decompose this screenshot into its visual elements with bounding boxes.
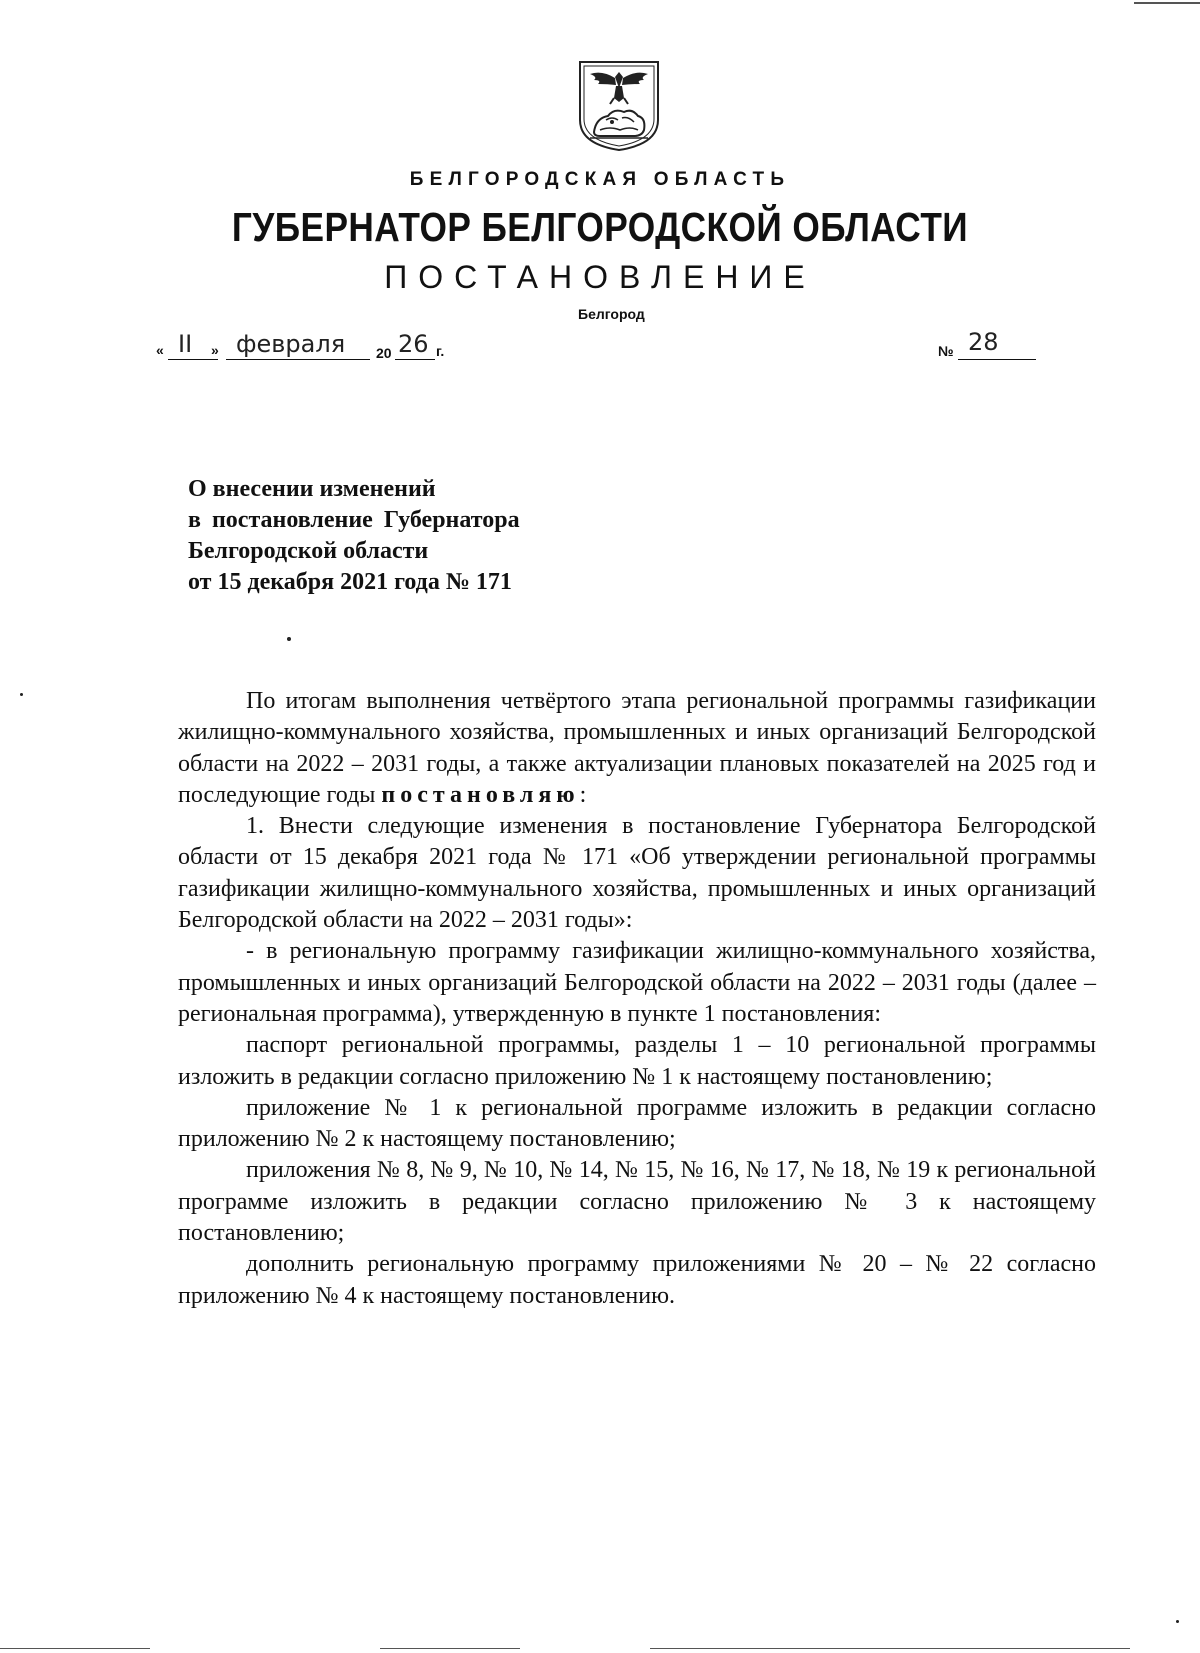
intro-colon: : xyxy=(579,781,587,808)
scan-speck xyxy=(287,637,291,641)
scan-edge xyxy=(1134,2,1200,4)
document-type: ПОСТАНОВЛЕНИЕ xyxy=(384,259,816,295)
scan-speck xyxy=(1176,1620,1179,1623)
close-quote: » xyxy=(211,342,219,358)
intro-text: По итогам выполнения четвёртого этапа региональной программы газификации жилищно-коммунального хозяйства, промышленных и иных организаций Белгородской области на 2022 – 2031 годы, а также актуализации плановых показателей на 2025 год и последующие годы xyxy=(178,688,1096,808)
document-subject xyxy=(188,474,576,598)
coat-of-arms-emblem xyxy=(576,58,662,152)
paragraph-5: приложения № 8, № 9, № 10, № 14, № 15, № 16, № 17, № 18, № 19 к региональной программе изложить в редакции согласно приложению № 3 к настоящему постановлению; xyxy=(178,1157,1096,1247)
paragraph-4: приложение № 1 к региональной программе изложить в редакции согласно приложению № 2 к настоящему постановлению; xyxy=(178,1094,1096,1153)
paragraph-1: 1. Внести следующие изменения в постановление Губернатора Белгородской области от 15 декабря 2021 года № 171 «Об утверждении региональной программы газификации жилищно-коммунального хозяйства, промышленных и иных организаций Белгородской области на 2022 – 2031 годы»: xyxy=(178,813,1096,934)
open-quote: « xyxy=(156,342,164,358)
subject-line-2: в постановление Губернатора xyxy=(188,507,520,533)
handwritten-day: II xyxy=(178,330,193,358)
subject-word: области xyxy=(343,538,429,564)
subject-word: внесении xyxy=(212,476,314,502)
year-underline xyxy=(395,359,435,360)
region-label: БЕЛГОРОДСКАЯ ОБЛАСТЬ xyxy=(409,169,791,190)
scan-edge xyxy=(650,1648,1130,1649)
year-prefix: 20 xyxy=(376,345,392,361)
subject-word: Белгородской xyxy=(188,538,338,564)
paragraph-3: паспорт региональной программы, разделы 1 – 10 региональной программы изложить в редакции согласно приложению № 1 к настоящему постановлению; xyxy=(178,1032,1096,1090)
subject-line-3 xyxy=(188,536,576,567)
subject-line-4: от 15 декабря 2021 года № 171 xyxy=(188,569,512,595)
number-label: № xyxy=(938,343,954,359)
paragraph-2: - в региональную программу газификации жилищно-коммунального хозяйства, промышленных и иных организаций Белгородской области на 2022 – 2031 годы (далее – региональная программа), утвержденную в пункте 1 постановления: xyxy=(178,938,1096,1027)
document-body xyxy=(178,686,1096,1312)
handwritten-number: 28 xyxy=(968,328,999,356)
handwritten-year: 26 xyxy=(398,330,429,358)
intro-paragraph xyxy=(178,686,1096,811)
issue-city: Белгород xyxy=(578,306,645,322)
issuing-authority: ГУБЕРНАТОР БЕЛГОРОДСКОЙ ОБЛАСТИ xyxy=(231,204,969,250)
resolution-keyword: постановляю xyxy=(381,781,580,808)
month-underline xyxy=(226,359,370,360)
year-abbreviation: г. xyxy=(436,343,445,359)
scan-edge xyxy=(0,1648,150,1649)
handwritten-month: февраля xyxy=(236,330,346,358)
subject-word: О xyxy=(188,476,207,502)
number-underline xyxy=(958,359,1036,360)
scan-edge xyxy=(380,1648,520,1649)
paragraph-6: дополнить региональную программу приложениями № 20 – № 22 согласно приложению № 4 к настоящему постановлению. xyxy=(178,1251,1096,1309)
subject-line-1 xyxy=(188,474,576,505)
scan-speck xyxy=(20,693,23,696)
day-underline xyxy=(168,359,218,360)
subject-word: изменений xyxy=(319,476,436,502)
